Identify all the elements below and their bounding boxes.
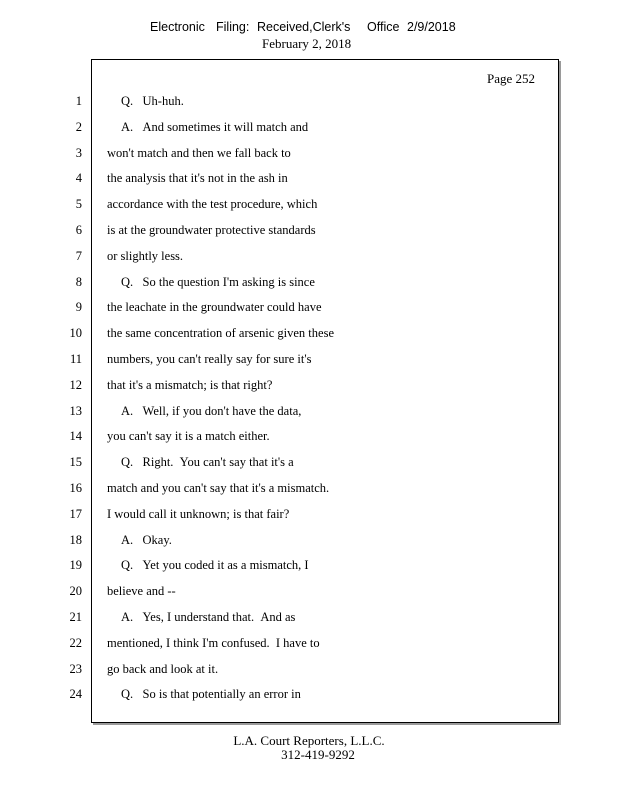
- transcript-line: [0, 662, 560, 682]
- transcript-line: [0, 404, 560, 424]
- transcript-line: [0, 94, 560, 114]
- transcript-line: [0, 687, 560, 707]
- line-number: 12: [69, 377, 82, 392]
- line-number: 9: [75, 300, 82, 315]
- stamp-filing: Filing:: [216, 20, 250, 34]
- transcript-line: [0, 636, 560, 656]
- line-text: A. And sometimes it will match and: [121, 119, 309, 134]
- transcript-line: [0, 223, 560, 243]
- line-number: 11: [69, 352, 82, 366]
- line-number: 6: [75, 223, 82, 237]
- stamp-date: 2/9/2018: [407, 20, 456, 34]
- line-text: A. Well, if you don't have the data,: [121, 403, 302, 418]
- transcript-line: [0, 584, 560, 604]
- transcript-line: [0, 610, 560, 630]
- line-number: 15: [69, 455, 82, 470]
- line-text: A. Yes, I understand that. And as: [121, 610, 296, 624]
- transcript-line: [0, 197, 560, 217]
- transcript-line: [0, 326, 560, 346]
- line-number: 19: [69, 558, 82, 573]
- line-text: numbers, you can't really say for sure it's: [107, 352, 312, 366]
- line-number: 20: [69, 584, 82, 599]
- line-text: or slightly less.: [107, 248, 184, 263]
- line-number: 23: [69, 661, 82, 676]
- line-number: 10: [69, 326, 82, 341]
- line-number: 7: [75, 248, 82, 263]
- line-text: mentioned, I think I'm confused. I have to: [107, 635, 320, 650]
- line-number: 24: [69, 687, 82, 702]
- line-number: 21: [69, 610, 82, 624]
- line-number: 2: [75, 119, 82, 134]
- line-text: you can't say it is a match either.: [107, 429, 270, 444]
- line-text: won't match and then we fall back to: [107, 145, 291, 160]
- line-text: Q. Right. You can't say that it's a: [121, 455, 294, 470]
- transcript-line: [0, 300, 560, 320]
- line-text: believe and --: [107, 584, 176, 599]
- transcript-line: [0, 171, 560, 191]
- line-text: Q. Uh-huh.: [121, 94, 184, 108]
- transcript-line: [0, 352, 560, 372]
- footer-company: L.A. Court Reporters, L.L.C.: [233, 733, 385, 748]
- transcript-line: [0, 249, 560, 269]
- transcript-line: [0, 429, 560, 449]
- line-number: 1: [75, 94, 82, 108]
- line-text: Q. So the question I'm asking is since: [121, 274, 315, 289]
- transcript-line: [0, 507, 560, 527]
- line-text: match and you can't say that it's a mismatch.: [107, 481, 330, 495]
- transcript-line: [0, 533, 560, 553]
- line-text: accordance with the test procedure, which: [107, 197, 318, 212]
- line-text: A. Okay.: [121, 532, 172, 547]
- line-number: 18: [69, 532, 82, 547]
- line-text: I would call it unknown; is that fair?: [107, 506, 290, 521]
- file-date: February 2, 2018: [262, 36, 352, 51]
- line-text: go back and look at it.: [107, 661, 219, 676]
- transcript-line: [0, 275, 560, 295]
- line-text: is at the groundwater protective standards: [107, 223, 316, 237]
- line-number: 16: [69, 481, 82, 495]
- transcript-line: [0, 146, 560, 166]
- line-number: 8: [75, 274, 82, 289]
- line-text: Q. Yet you coded it as a mismatch, I: [121, 558, 309, 573]
- line-number: 14: [69, 429, 82, 444]
- line-number: 4: [75, 171, 82, 186]
- line-number: 5: [75, 197, 82, 212]
- line-number: 22: [69, 635, 82, 650]
- transcript-line: [0, 120, 560, 140]
- line-text: the analysis that it's not in the ash in: [107, 171, 288, 186]
- line-number: 3: [75, 145, 82, 160]
- footer-phone: 312-419-9292: [281, 747, 355, 762]
- line-text: the leachate in the groundwater could have: [107, 300, 322, 315]
- stamp-office: Office: [367, 20, 400, 34]
- transcript-line: [0, 455, 560, 475]
- transcript-line: [0, 481, 560, 501]
- page-number: Page 252: [487, 71, 536, 86]
- line-text: Q. So is that potentially an error in: [121, 687, 301, 702]
- stamp-electronic: Electronic: [150, 20, 205, 34]
- line-text: that it's a mismatch; is that right?: [107, 377, 273, 392]
- stamp-received: Received,Clerk's: [257, 20, 351, 34]
- line-text: the same concentration of arsenic given these: [107, 326, 334, 341]
- transcript-line: [0, 378, 560, 398]
- line-number: 17: [69, 506, 82, 521]
- line-number: 13: [69, 403, 82, 418]
- transcript-line: [0, 558, 560, 578]
